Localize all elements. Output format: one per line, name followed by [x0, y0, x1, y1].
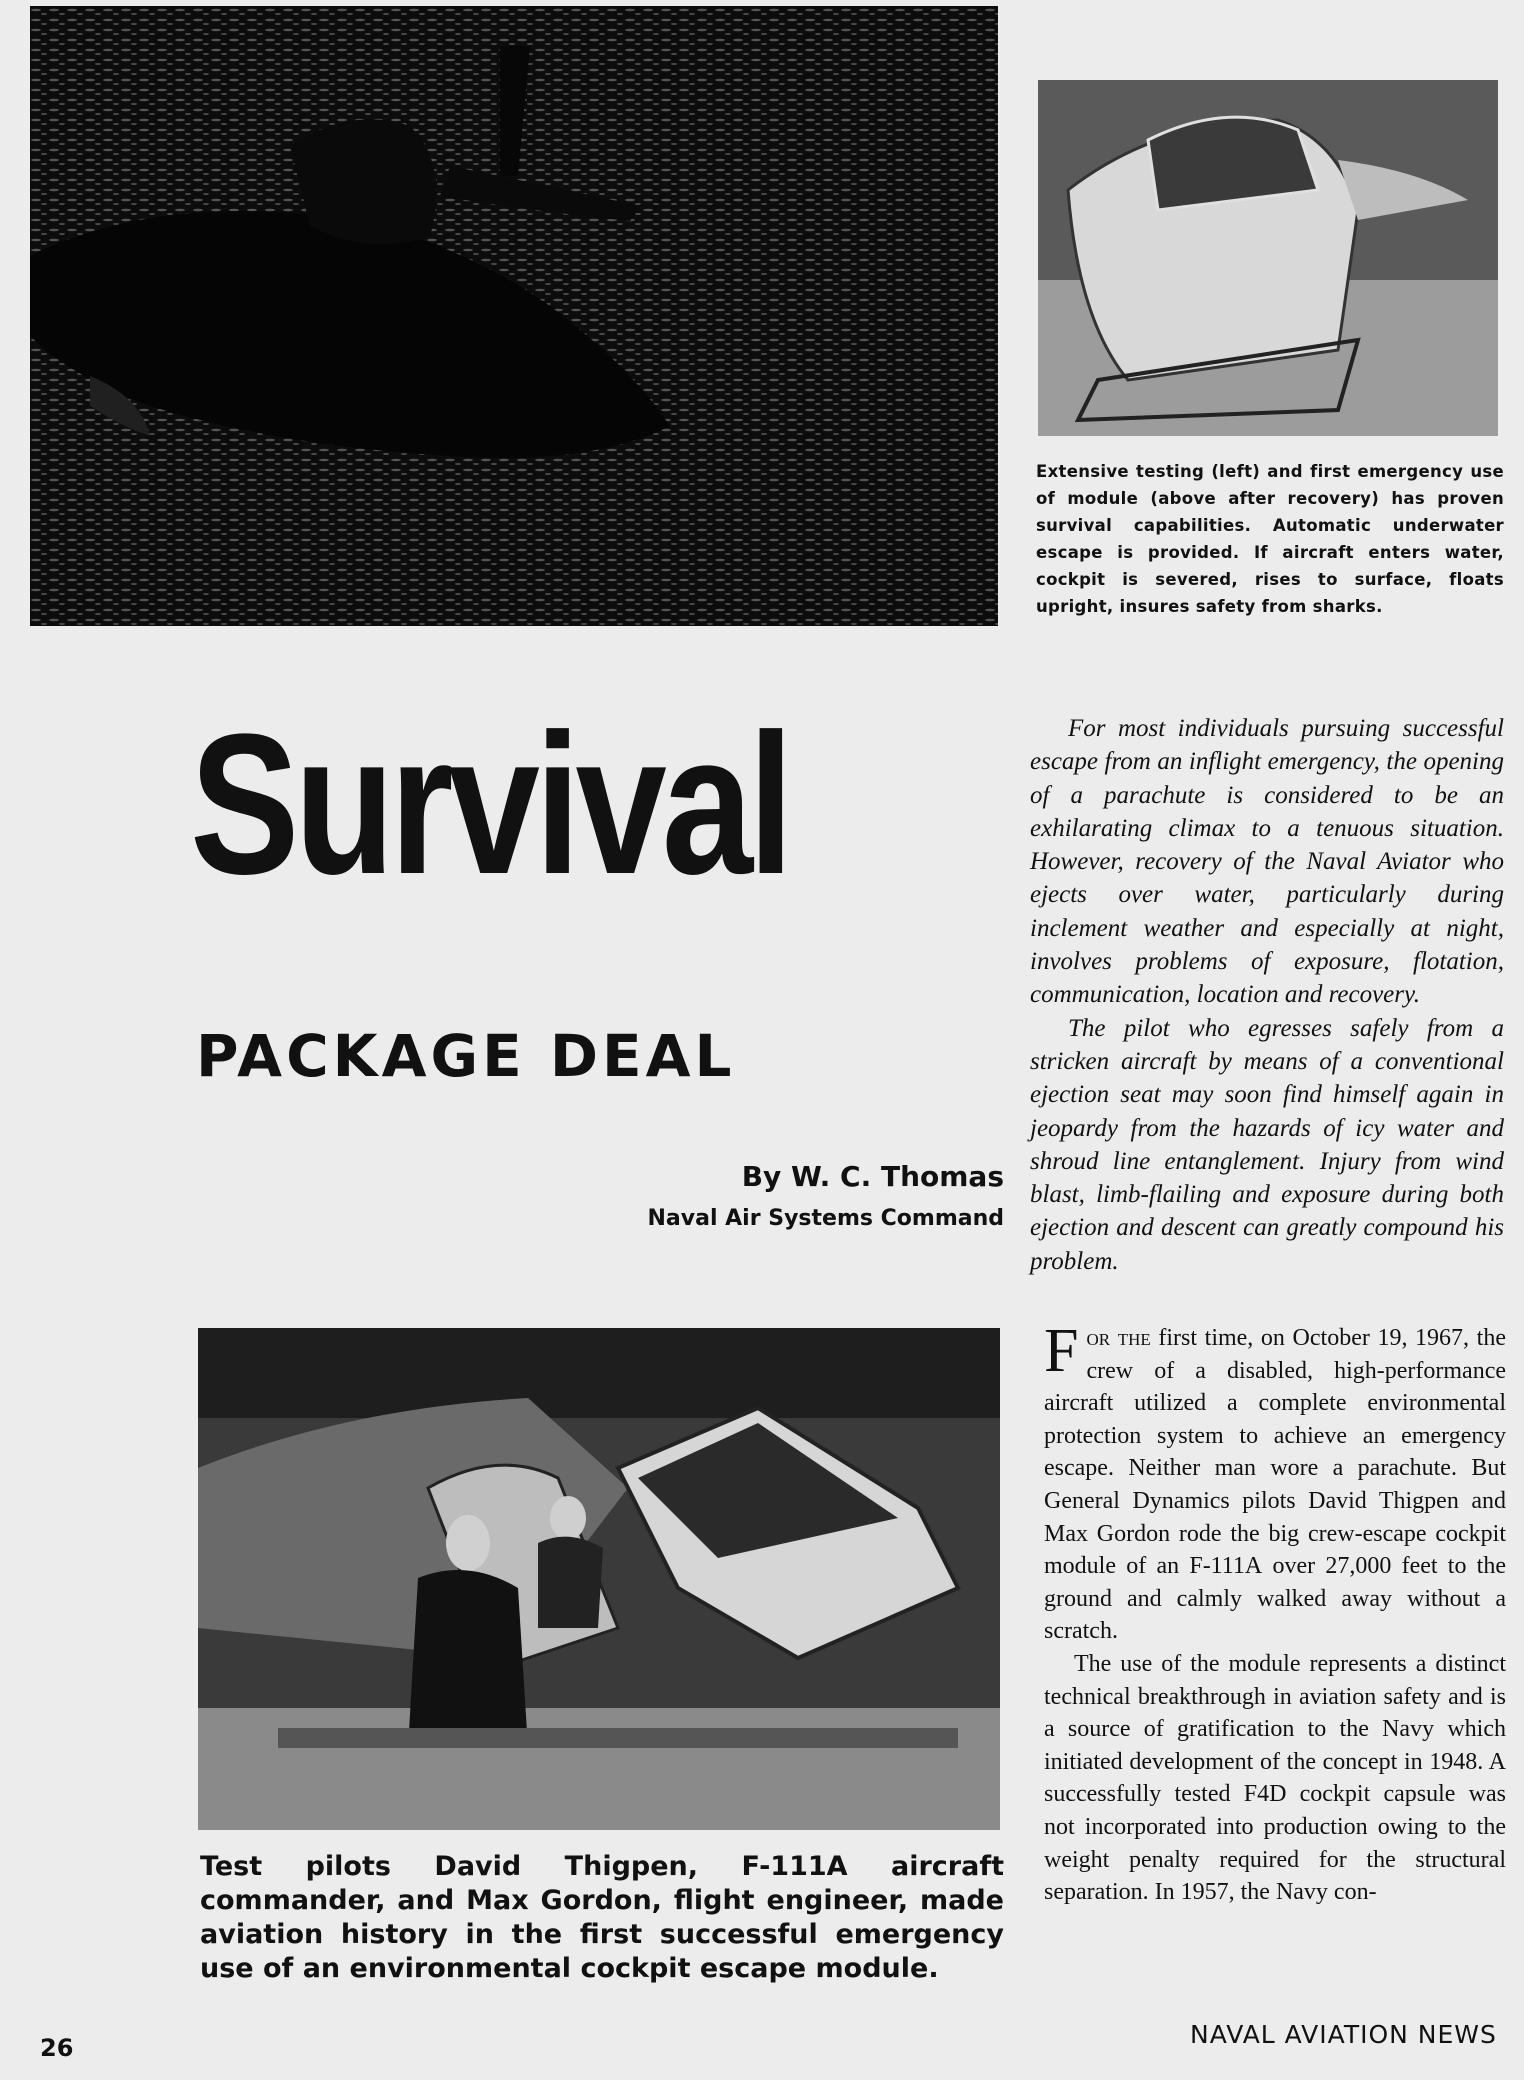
- photo-recovered-module: [1038, 80, 1498, 436]
- body-text: first time, on October 19, 1967, the crew of a disabled, high-performance aircraft utilized a complete environmental protection system to achieve an emergency escape. Neither man wore a parachute. But General Dynamics pilots David Thigpen and Max Gordon rode the big crew-escape cockpit module of an: [1044, 1325, 1506, 1580]
- aircraft-designation: F4D: [1243, 1781, 1287, 1808]
- intro-paragraph: The pilot who egresses safely from a stricken aircraft by means of a conventional ejection seat may soon find himself again in jeopardy from the hazards of icy water and shroud line entanglement. Injury from wind blast, limb-flailing and exposure during both ejection and descent can greatly compound his problem.: [1030, 1014, 1504, 1275]
- photo-test-pilots: [198, 1328, 1000, 1830]
- body-text: over 27,000 feet to the ground and calmly walked away without a scratch.: [1044, 1553, 1506, 1645]
- article-body: [1044, 1317, 1506, 1909]
- article-subtitle: PACKAGE DEAL: [196, 1022, 736, 1090]
- intro-paragraph: For most individuals pursuing successful escape from an inflight emergency, the opening of a parachute is considered to be an exhilarating climax to a tenuous situation. However, recovery of the Naval Aviator who ejects over water, particularly during inclement weather and especially at night, involves problems of exposure, flotation, communication, location and recovery.: [1030, 715, 1504, 1009]
- top-photo-caption: Extensive testing (left) and first emergency use of module (above after recovery) has proven survival capabilities. Automatic underwater escape is provided. If aircraft enters water, cockpit is severed, rises to surface, floats upright, insures safety from sharks.: [1036, 462, 1504, 616]
- bottom-photo-caption: Test pilots David Thigpen, F-111A aircraft commander, and Max Gordon, flight engineer, made aviation history in the first successful emergency use of an environmental cockpit escape module.: [200, 1851, 1004, 1984]
- test-pilots-graphic: [198, 1328, 1000, 1830]
- body-text: The use of the module represents a distinct technical breakthrough in aviation safety and is a source of gratification to the Navy which initiated development of the concept in 1948. A successfully tested: [1044, 1650, 1506, 1808]
- lead-in-smallcaps: or the: [1086, 1325, 1151, 1351]
- article-title: Survival: [190, 693, 789, 916]
- page-number: 26: [40, 2034, 74, 2062]
- drop-cap: F: [1044, 1317, 1079, 1385]
- photo-module-in-water: [30, 6, 998, 626]
- body-text: cockpit capsule was not incorporated into production owing to the weight penalty required for the structural separation. In 1957, the Navy con-: [1044, 1781, 1506, 1906]
- aircraft-designation: F-111A: [1189, 1553, 1263, 1580]
- body-paragraph-2: [1044, 1648, 1506, 1909]
- body-paragraph-1: [1044, 1317, 1506, 1648]
- recovered-module-graphic: [1038, 80, 1498, 436]
- intro-text: [1030, 712, 1504, 1278]
- author-affiliation: Naval Air Systems Command: [647, 1206, 1004, 1231]
- author-byline: By W. C. Thomas: [741, 1160, 1004, 1193]
- magazine-name: NAVAL AVIATION NEWS: [1190, 2020, 1497, 2049]
- water-scene-graphic: [30, 6, 998, 626]
